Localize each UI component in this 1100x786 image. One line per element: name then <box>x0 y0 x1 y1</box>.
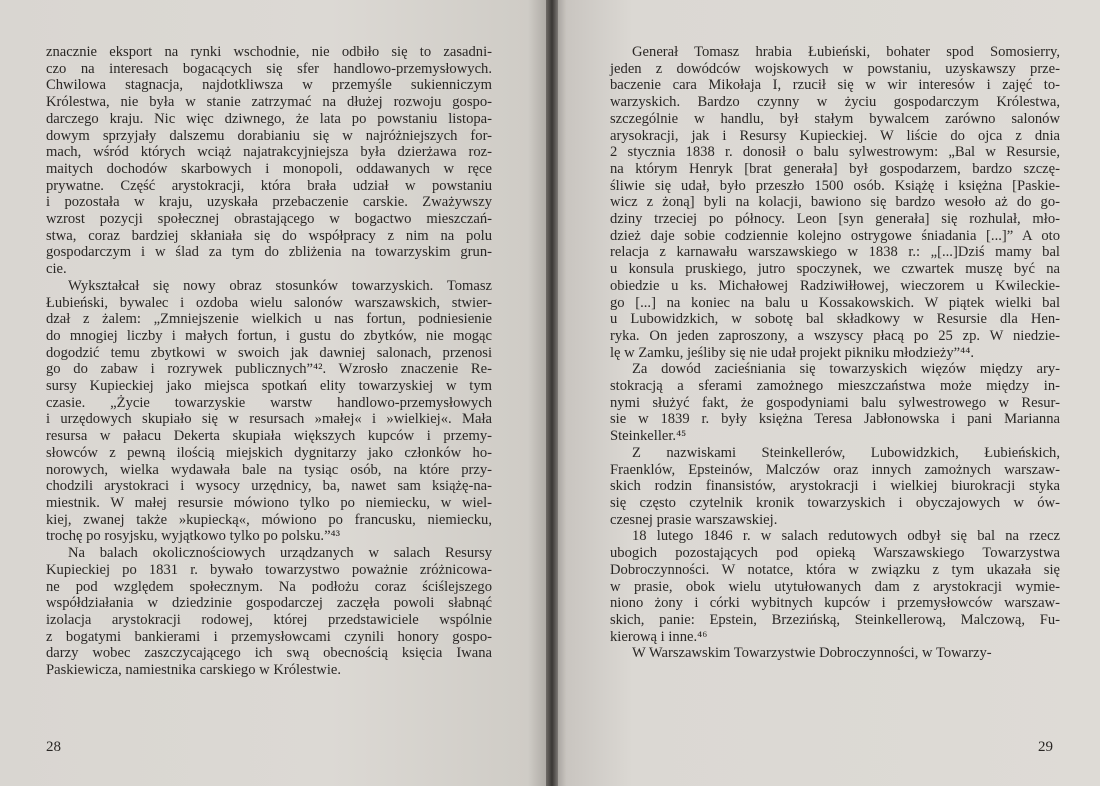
text-line: do mnogiej liczby i małych fortun, i gustu do zbytków, nie mogąc <box>46 327 492 344</box>
text-line: Wykształcał się nowy obraz stosunków towarzyskich. Tomasz <box>68 277 492 294</box>
text-line: i pozostała w kraju, uzyskała przebaczenie carskie. Zważywszy <box>46 194 492 211</box>
left-page-number: 28 <box>46 739 61 755</box>
text-line: ubogich pozostających pod opieką Warszawskiego Towarzystwa <box>610 545 1060 562</box>
text-line: skich rodzin finansistów, arystokracji i wielkiej biurokracji styka <box>610 478 1060 495</box>
paragraph <box>46 278 492 545</box>
text-line: w prasie, obok wielu utytułowanych dam z arystokracji wymie- <box>610 578 1060 595</box>
text-line: szczególnie w handlu, był stałym bywalcem zarówno salonów <box>610 110 1060 127</box>
text-line: go [...] na koniec na balu u Kossakowskich. W piątek wielki bal <box>610 294 1060 311</box>
right-page <box>550 0 1100 786</box>
text-line: darzy wobec zaszczycającego ich swą obecnością księcia Iwana <box>46 645 492 662</box>
text-line: izolacja arystokracji rodowej, której przedstawiciele wspólnie <box>46 611 492 628</box>
text-line: Na balach okolicznościowych urządzanych w salach Resursy <box>68 545 492 562</box>
text-line: go do zabaw i rozrywek publicznych”⁴². Wzrosło znaczenie Re- <box>46 361 492 378</box>
text-line: ryka. On jeden zaproszony, a wszyscy płacą po 25 zp. W niedzie- <box>610 327 1060 344</box>
text-line: W Warszawskim Towarzystwie Dobroczynności, w Towarzy- <box>632 645 992 662</box>
text-line: skich, panie: Epstein, Brzezińską, Steinkellerową, Malczową, Fu- <box>610 611 1060 628</box>
text-line: miestnik. W małej resursie mówiono tylko po niemiecku, w wiel- <box>46 494 492 511</box>
right-page-text <box>610 44 1060 662</box>
text-line: na którym Henryk [brat generała] był gospodarzem, bardzo szczę- <box>610 160 1060 177</box>
text-line: znacznie eksport na rynki wschodnie, nie odbiło się to zasadni- <box>46 44 492 60</box>
text-line: jeden z dowódców wojskowych w powstaniu, uzyskawszy prze- <box>610 60 1060 77</box>
text-line: dogodzić temu zbytkowi w swoich jak dawniej salonach, przenosi <box>46 344 492 361</box>
text-line: darczego kraju. Nic więc dziwnego, że lata po powstaniu listopa- <box>46 110 492 127</box>
text-line: niono żony i córki wybitnych kupców i przemysłowców warszaw- <box>610 595 1060 612</box>
text-line: maitych dochodów skarbowych i monopoli, oddawanych w ręce <box>46 160 492 177</box>
text-line: Generał Tomasz hrabia Łubieński, bohater spod Somosierry, <box>632 44 1060 60</box>
text-line: Za dowód zacieśniania się towarzyskich więzów między ary- <box>632 361 1060 378</box>
paragraph <box>610 645 1060 662</box>
text-line: wicz z żoną] byli na kolacji, bawiono się bardzo wesoło aż do go- <box>610 194 1060 211</box>
text-line: Paskiewicza, namiestnika carskiego w Królestwie. <box>46 662 342 679</box>
paragraph <box>46 44 492 278</box>
text-line: nymi służyć fakt, że gospodyniami balu sylwestrowego w Resur- <box>610 394 1060 411</box>
text-line: sursy Kupieckiej jako miejsca spotkań elity towarzyskiej w tym <box>46 378 492 395</box>
paragraph <box>610 445 1060 529</box>
text-line: dzież daje sobie codziennie kolejno ostrygowe śniadania [...]” A oto <box>610 227 1060 244</box>
text-line: 18 lutego 1846 r. w salach redutowych odbył się bal na rzecz <box>632 528 1060 545</box>
text-line: obiedzie u ks. Michałowej Radziwiłłowej, wieczorem u Kwileckie- <box>610 277 1060 294</box>
text-line: 2 stycznia 1838 r. donosił o balu sylwestrowym: „Bal w Resursie, <box>610 144 1060 161</box>
text-line: czo na interesach bogacących się sfer handlowo-przemysłowych. <box>46 60 492 77</box>
text-line: sie w 1839 r. były księżna Teresa Jabłonowska i pani Marianna <box>610 411 1060 428</box>
text-line: dziny trzeciej po północy. Leon [syn generała] się rozhulał, mło- <box>610 211 1060 228</box>
text-line: śliwie się udał, było przeszło 1500 osób. Książę i księżna [Paskie- <box>610 177 1060 194</box>
text-line: lę w Zamku, jeśliby się nie udał projekt pikniku młodzieży”⁴⁴. <box>610 344 974 361</box>
text-line: czesnej prasie warszawskiej. <box>610 511 778 528</box>
text-line: norowych, wielka wydawała bale na tysiąc osób, na które przy- <box>46 461 492 478</box>
text-line: Łubieński, bywalec i ozdoba wielu salonów warszawskich, stwier- <box>46 294 492 311</box>
text-line: arysokracji, jak i Resursy Kupieckiej. W liście do ojca z dnia <box>610 127 1060 144</box>
text-line: z bogatymi bankierami i przemysłowcami czynili honory gospo- <box>46 628 492 645</box>
text-line: dowym sprzyjały dalszemu dorabianiu się w najróżniejszych for- <box>46 127 492 144</box>
text-line: stokracją a sferami zamożnego mieszczaństwa może między in- <box>610 378 1060 395</box>
text-line: Fraenklów, Epsteinów, Malczów oraz innych zamożnych warszaw- <box>610 461 1060 478</box>
text-line: stwa, coraz bardziej skłaniała się do współpracy z nim na polu <box>46 227 492 244</box>
text-line: dzał z żalem: „Zmniejszenie wielkich u nas fortun, podniesienie <box>46 311 492 328</box>
text-line: kierową i inne.⁴⁶ <box>610 628 708 645</box>
text-line: ne pod względem społecznym. Na podłożu coraz ściślejszego <box>46 578 492 595</box>
paragraph <box>610 44 1060 361</box>
text-line: Kupieckiej po 1831 r. bywało towarzystwo poważnie zróżnicowa- <box>46 561 492 578</box>
text-line: Z nazwiskami Steinkellerów, Lubowidzkich, Łubieńskich, <box>632 444 1060 461</box>
right-page-number: 29 <box>1038 739 1053 755</box>
book-gutter <box>546 0 558 786</box>
text-line: kiej, zwanej także »kupiecką«, mówiono po francusku, niemiecku, <box>46 511 492 528</box>
text-line: relacja z karnawału warszawskiego w 1838 r.: „[...]Dziś mamy bal <box>610 244 1060 261</box>
paragraph <box>610 528 1060 645</box>
paragraph <box>46 545 492 679</box>
text-line: Steinkeller.⁴⁵ <box>610 428 687 445</box>
left-page-text <box>46 44 492 679</box>
text-line: się często czytelnik kronik towarzyskich i obyczajowych w ów- <box>610 494 1060 511</box>
text-line: Królestwa, nie była w stanie zatrzymać na dłużej rozwoju gospo- <box>46 94 492 111</box>
text-line: prywatne. Część arystokracji, która brała udział w powstaniu <box>46 177 492 194</box>
text-line: baczenie cara Mikołaja I, rzucił się w wir interesów i zajęć to- <box>610 77 1060 94</box>
text-line: resursa w pałacu Dekerta skupiała większych kupców i przemy- <box>46 428 492 445</box>
text-line: u Lubowidzkich, w sobotę bal składkowy w Resursie dla Hen- <box>610 311 1060 328</box>
text-line: mach, wśród których wciąż najatrakcyjniejsza była dzierżawa roz- <box>46 144 492 161</box>
text-line: trochę po rosyjsku, wyjątkowo tylko po polsku.”⁴³ <box>46 528 341 545</box>
text-line: u konsula pruskiego, jutro spoczynek, we czwartek muszę być na <box>610 261 1060 278</box>
text-line: i urzędowych skupiało się w resursach »małej« i »wielkiej«. Mała <box>46 411 492 428</box>
text-line: Chwilowa stagnacja, najdotkliwsza w przemyśle sukienniczym <box>46 77 492 94</box>
text-line: gospodarczym i w ślad za tym do zbliżenia na towarzyskim grun- <box>46 244 492 261</box>
text-line: słowców z pewną ilością miejskich dygnitarzy jako członków ho- <box>46 444 492 461</box>
text-line: współdziałania w dziedzinie gospodarczej zaczęła powoli słabnąć <box>46 595 492 612</box>
text-line: wzrost pozycji społecznej obrastającego w bogactwo mieszczań- <box>46 211 492 228</box>
text-line: warzyskich. Bardzo czynny w życiu gospodarczym Królestwa, <box>610 94 1060 111</box>
text-line: cie. <box>46 261 67 278</box>
text-line: czasie. „Życie towarzyskie warstw handlowo-przemysłowych <box>46 394 492 411</box>
text-line: Dobroczynności. W notatce, która w związku z tym ukazała się <box>610 561 1060 578</box>
paragraph <box>610 361 1060 445</box>
text-line: chodzili arystokraci i wysocy urzędnicy, ba, nawet sam książę-na- <box>46 478 492 495</box>
